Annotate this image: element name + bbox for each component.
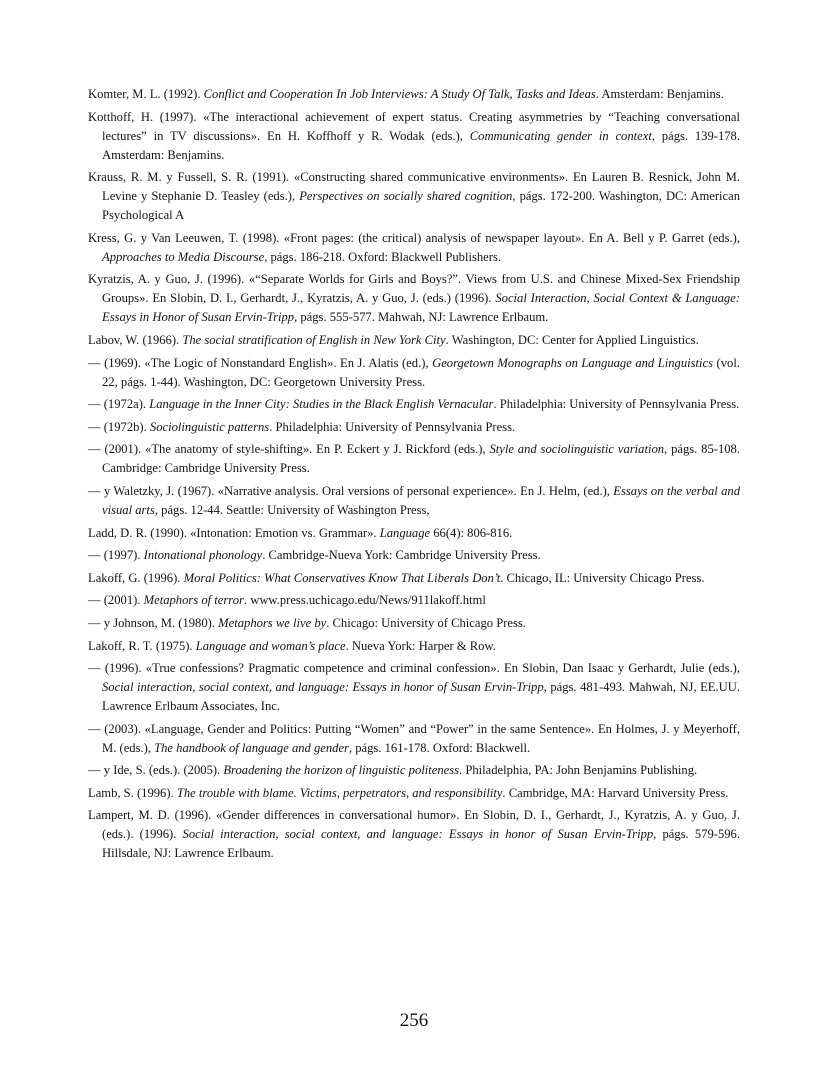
reference-title: Social interaction, social context, and language: Essays in honor of Susan Ervin-Tripp [102,680,544,695]
reference-list [88,85,740,867]
reference-title: Style and sociolinguistic variation [489,442,665,457]
reference-text: — (1972a). [88,397,150,412]
reference-text: . Washington, DC: Center for Applied Linguistics. [445,332,699,347]
reference-title: Intonational phonology [143,548,263,563]
reference-text: — (1996). «True confessions? Pragmatic competence and criminal confession». En Slobin, Dan Isaac y Gerhardt, Julie (eds.), [88,661,740,676]
reference-entry [88,546,740,565]
reference-text: , págs. 12-44. Seattle: University of Washington Press, [154,502,430,517]
reference-entry [88,591,740,610]
reference-text: Kress, G. y Van Leeuwen, T. (1998). «Front pages: (the critical) analysis of newspaper layout». En A. Bell y P. Garret (eds.), [88,230,740,245]
reference-text: Lakoff, R. T. (1975). [88,638,196,653]
reference-title: Social Interaction, Social Context & Language: Essays in Honor of Susan Ervin-Tripp [102,291,740,325]
reference-text: . Philadelphia: University of Pennsylvania Press. [269,419,516,434]
reference-text: , págs. 172-200. Washington, DC: American Psychological A [102,189,740,223]
reference-text: . Philadelphia: University of Pennsylvania Press. [493,397,740,412]
reference-entry [88,354,740,392]
reference-text: Komter, M. L. (1992). [88,87,204,101]
reference-title: Language in the Inner City: Studies in the Black English Vernacular [149,397,494,412]
reference-entry [88,418,740,437]
reference-title: Perspectives on socially shared cognition [299,189,513,204]
reference-entry [88,395,740,414]
reference-entry [88,85,740,104]
reference-entry [88,331,740,350]
reference-title: Conflict and Cooperation In Job Interviews: A Study Of Talk, Tasks and Ideas [203,87,596,101]
reference-text: — (1997). [88,548,144,563]
reference-entry [88,482,740,520]
reference-text: Kotthoff, H. (1997). «The interactional achievement of expert status. Creating asymmetries by “Teaching conversational lectures” in TV discussions». En H. Koffhoff y R. Wodak (eds.), [88,109,740,143]
reference-text: , págs. 555-577. Mahwah, NJ: Lawrence Erlbaum. [294,310,549,325]
reference-entry [88,440,740,478]
reference-title: Metaphors of terror [143,593,244,608]
reference-text: , págs. 481-493. Mahwah, NJ, EE.UU. Lawrence Erlbaum Associates, Inc. [102,680,740,714]
reference-text: , págs. 85-108. Cambridge: Cambridge University Press. [102,442,740,476]
reference-text: . Philadelphia, PA: John Benjamins Publishing. [459,763,698,778]
reference-entry [88,637,740,656]
reference-text: Labov, W. (1966). [88,332,183,347]
reference-entry [88,614,740,633]
reference-text: — (2001). «The anatomy of style-shifting». En P. Eckert y J. Rickford (eds.), [88,442,490,457]
reference-text: . Cambridge, MA: Harvard University Press. [502,785,729,800]
reference-text: Lampert, M. D. (1996). «Gender differences in conversational humor». En Slobin, D. I., Gerhardt, J., Kyratzis, A. y Guo, J. (eds.). (1996). [88,808,740,842]
reference-text: — (1969). «The Logic of Nonstandard English». En J. Alatis (ed.), [88,355,433,370]
reference-entry [88,761,740,780]
reference-entry [88,784,740,803]
reference-text: . www.press.uchicago.edu/News/911lakoff.html [243,593,486,608]
reference-text: — (2003). «Language, Gender and Politics: Putting “Women” and “Power” in the same Sentence». En Holmes, J. y Meyerhoff, M. (eds.), [88,721,740,755]
reference-text: (vol. 22, págs. 1-44). Washington, DC: Georgetown University Press. [102,355,740,389]
reference-entry [88,720,740,758]
reference-entry [88,659,740,716]
reference-title: Metaphors we live by [218,615,327,630]
reference-text: . Chicago: University of Chicago Press. [326,615,526,630]
reference-title: Essays on the verbal and visual arts [102,483,740,517]
page-number: 256 [399,1010,429,1031]
reference-text: Lakoff, G. (1996). [88,570,184,585]
reference-entry [88,806,740,863]
reference-entry [88,524,740,543]
reference-text: . Chicago, IL: University Chicago Press. [500,570,705,585]
reference-title: Sociolinguistic patterns [149,419,270,434]
reference-text: — y Ide, S. (eds.). (2005). [88,763,224,778]
reference-title: Broadening the horizon of linguistic politeness [223,763,460,778]
reference-text: , págs. 161-178. Oxford: Blackwell. [348,740,531,755]
reference-entry [88,270,740,327]
reference-title: Language and woman’s place [195,638,346,653]
reference-text: , págs. 139-178. Amsterdam: Benjamins. [102,128,740,162]
reference-text: , págs. 186-218. Oxford: Blackwell Publishers. [264,249,501,264]
reference-title: Moral Politics: What Conservatives Know That Liberals Don’t [183,570,501,585]
reference-title: The handbook of language and gender [154,740,349,755]
reference-entry [88,229,740,267]
reference-text: . Nueva York: Harper & Row. [345,638,496,653]
reference-title: The trouble with blame. Victims, perpetrators, and responsibility [176,785,503,800]
reference-text: Kyratzis, A. y Guo, J. (1996). «“Separate Worlds for Girls and Boys?”. Views from U.S. and Chinese Mixed-Sex Friendship Groups». En Slobin, D. I., Gerhardt, J., Kyratzis, A. y Guo, J. (eds.) (1996). [88,272,740,306]
reference-title: The social stratification of English in New York City [182,332,446,347]
reference-text: — y Waletzky, J. (1967). «Narrative analysis. Oral versions of personal experience». En J. Helm, (ed.), [88,483,614,498]
reference-title: Approaches to Media Discourse [102,249,265,264]
reference-title: Social interaction, social context, and language: Essays in honor of Susan Ervin-Tripp [182,827,654,842]
reference-entry [88,569,740,588]
reference-text: Ladd, D. R. (1990). «Intonation: Emotion vs. Grammar». [88,525,380,540]
reference-text: , págs. 579-596. Hillsdale, NJ: Lawrence Erlbaum. [102,827,740,861]
reference-entry [88,108,740,165]
reference-text: . Amsterdam: Benjamins. [595,87,724,101]
reference-text: Krauss, R. M. y Fussell, S. R. (1991). «Constructing shared communicative environments». En Lauren B. Resnick, John M. Levine y Stephanie D. Teasley (eds.), [88,170,740,204]
reference-text: — (2001). [88,593,144,608]
reference-title: Georgetown Monographs on Language and Linguistics [432,355,714,370]
reference-text: — (1972b). [88,419,150,434]
reference-title: Language [379,525,431,540]
reference-title: Communicating gender in context [469,128,652,143]
reference-entry [88,168,740,225]
reference-text: . Cambridge-Nueva York: Cambridge University Press. [262,548,541,563]
reference-text: 66(4): 806-816. [430,525,513,540]
reference-text: — y Johnson, M. (1980). [88,615,219,630]
reference-text: Lamb, S. (1996). [88,785,177,800]
